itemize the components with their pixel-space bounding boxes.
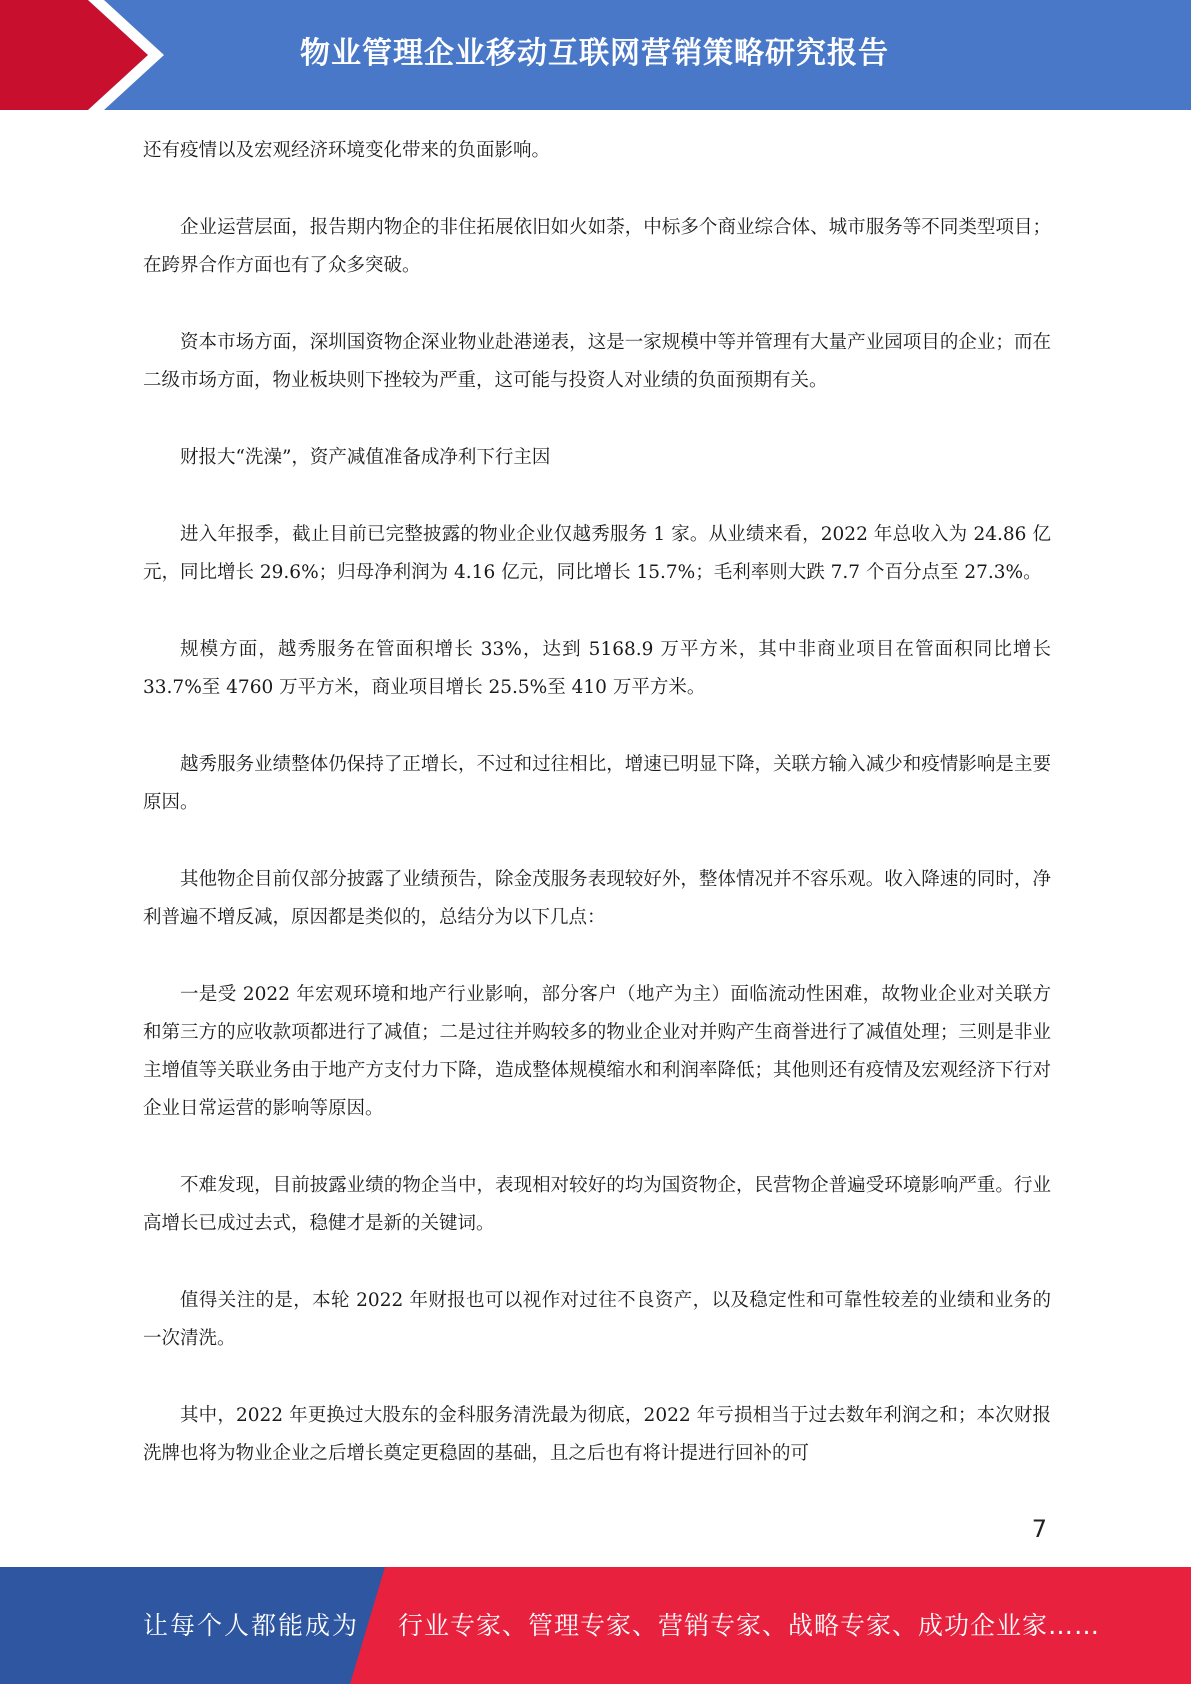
body-paragraph: 越秀服务业绩整体仍保持了正增长，不过和过往相比，增速已明显下降，关联方输入减少和疫情影响是主要原因。 — [143, 754, 1051, 813]
body-paragraph: 不难发现，目前披露业绩的物企当中，表现相对较好的均为国资物企，民营物企普遍受环境影响严重。行业高增长已成过去式，稳健才是新的关键词。 — [143, 1175, 1051, 1234]
body-paragraph: 进入年报季，截止目前已完整披露的物业企业仅越秀服务 1 家。从业绩来看，2022 年总收入为 24.86 亿元，同比增长 29.6%；归母净利润为 4.16 亿元，同比增长 15.7%；毛利率则大跌 7.7 个百分点至 27.3%。 — [143, 524, 1051, 583]
body-paragraph: 值得关注的是，本轮 2022 年财报也可以视作对过往不良资产，以及稳定性和可靠性较差的业绩和业务的一次清洗。 — [143, 1290, 1051, 1349]
body-paragraph: 规模方面，越秀服务在管面积增长 33%，达到 5168.9 万平方米，其中非商业项目在管面积同比增长 33.7%至 4760 万平方米，商业项目增长 25.5%至 410 万平方米。 — [143, 639, 1051, 698]
page-footer — [0, 1567, 1191, 1684]
body-paragraph: 一是受 2022 年宏观环境和地产行业影响，部分客户（地产为主）面临流动性困难，故物业企业对关联方和第三方的应收款项都进行了减值；二是过往并购较多的物业企业对并购产生商誉进行了减值处理；三则是非业主增值等关联业务由于地产方支付力下降，造成整体规模缩水和利润率降低；其他则还有疫情及宏观经济下行对企业日常运营的影响等原因。 — [143, 984, 1051, 1119]
body-paragraph: 财报大“洗澡”，资产减值准备成净利下行主因 — [180, 447, 551, 468]
body-paragraph: 其中，2022 年更换过大股东的金科服务清洗最为彻底，2022 年亏损相当于过去数年利润之和；本次财报洗牌也将为物业企业之后增长奠定更稳固的基础，且之后也有将计提进行回补的可 — [143, 1405, 1051, 1464]
footer-slogan-left: 让每个人都能成为 — [143, 1611, 360, 1640]
footer-slogan-right: 行业专家、管理专家、营销专家、战略专家、成功企业家…… — [398, 1611, 1101, 1640]
body-paragraph: 还有疫情以及宏观经济环境变化带来的负面影响。 — [143, 140, 551, 161]
body-paragraph: 资本市场方面，深圳国资物企深业物业赴港递表，这是一家规模中等并管理有大量产业园项目的企业；而在二级市场方面，物业板块则下挫较为严重，这可能与投资人对业绩的负面预期有关。 — [143, 332, 1051, 391]
page-number: 7 — [1031, 1515, 1047, 1543]
body-paragraph: 企业运营层面，报告期内物企的非住拓展依旧如火如荼，中标多个商业综合体、城市服务等不同类型项目；在跨界合作方面也有了众多突破。 — [143, 217, 1051, 276]
page-header — [0, 0, 1191, 110]
report-title: 物业管理企业移动互联网营销策略研究报告 — [300, 36, 889, 71]
body-paragraph: 其他物企目前仅部分披露了业绩预告，除金茂服务表现较好外，整体情况并不容乐观。收入降速的同时，净利普遍不增反减，原因都是类似的，总结分为以下几点： — [143, 869, 1051, 928]
document-body — [143, 132, 1051, 1512]
